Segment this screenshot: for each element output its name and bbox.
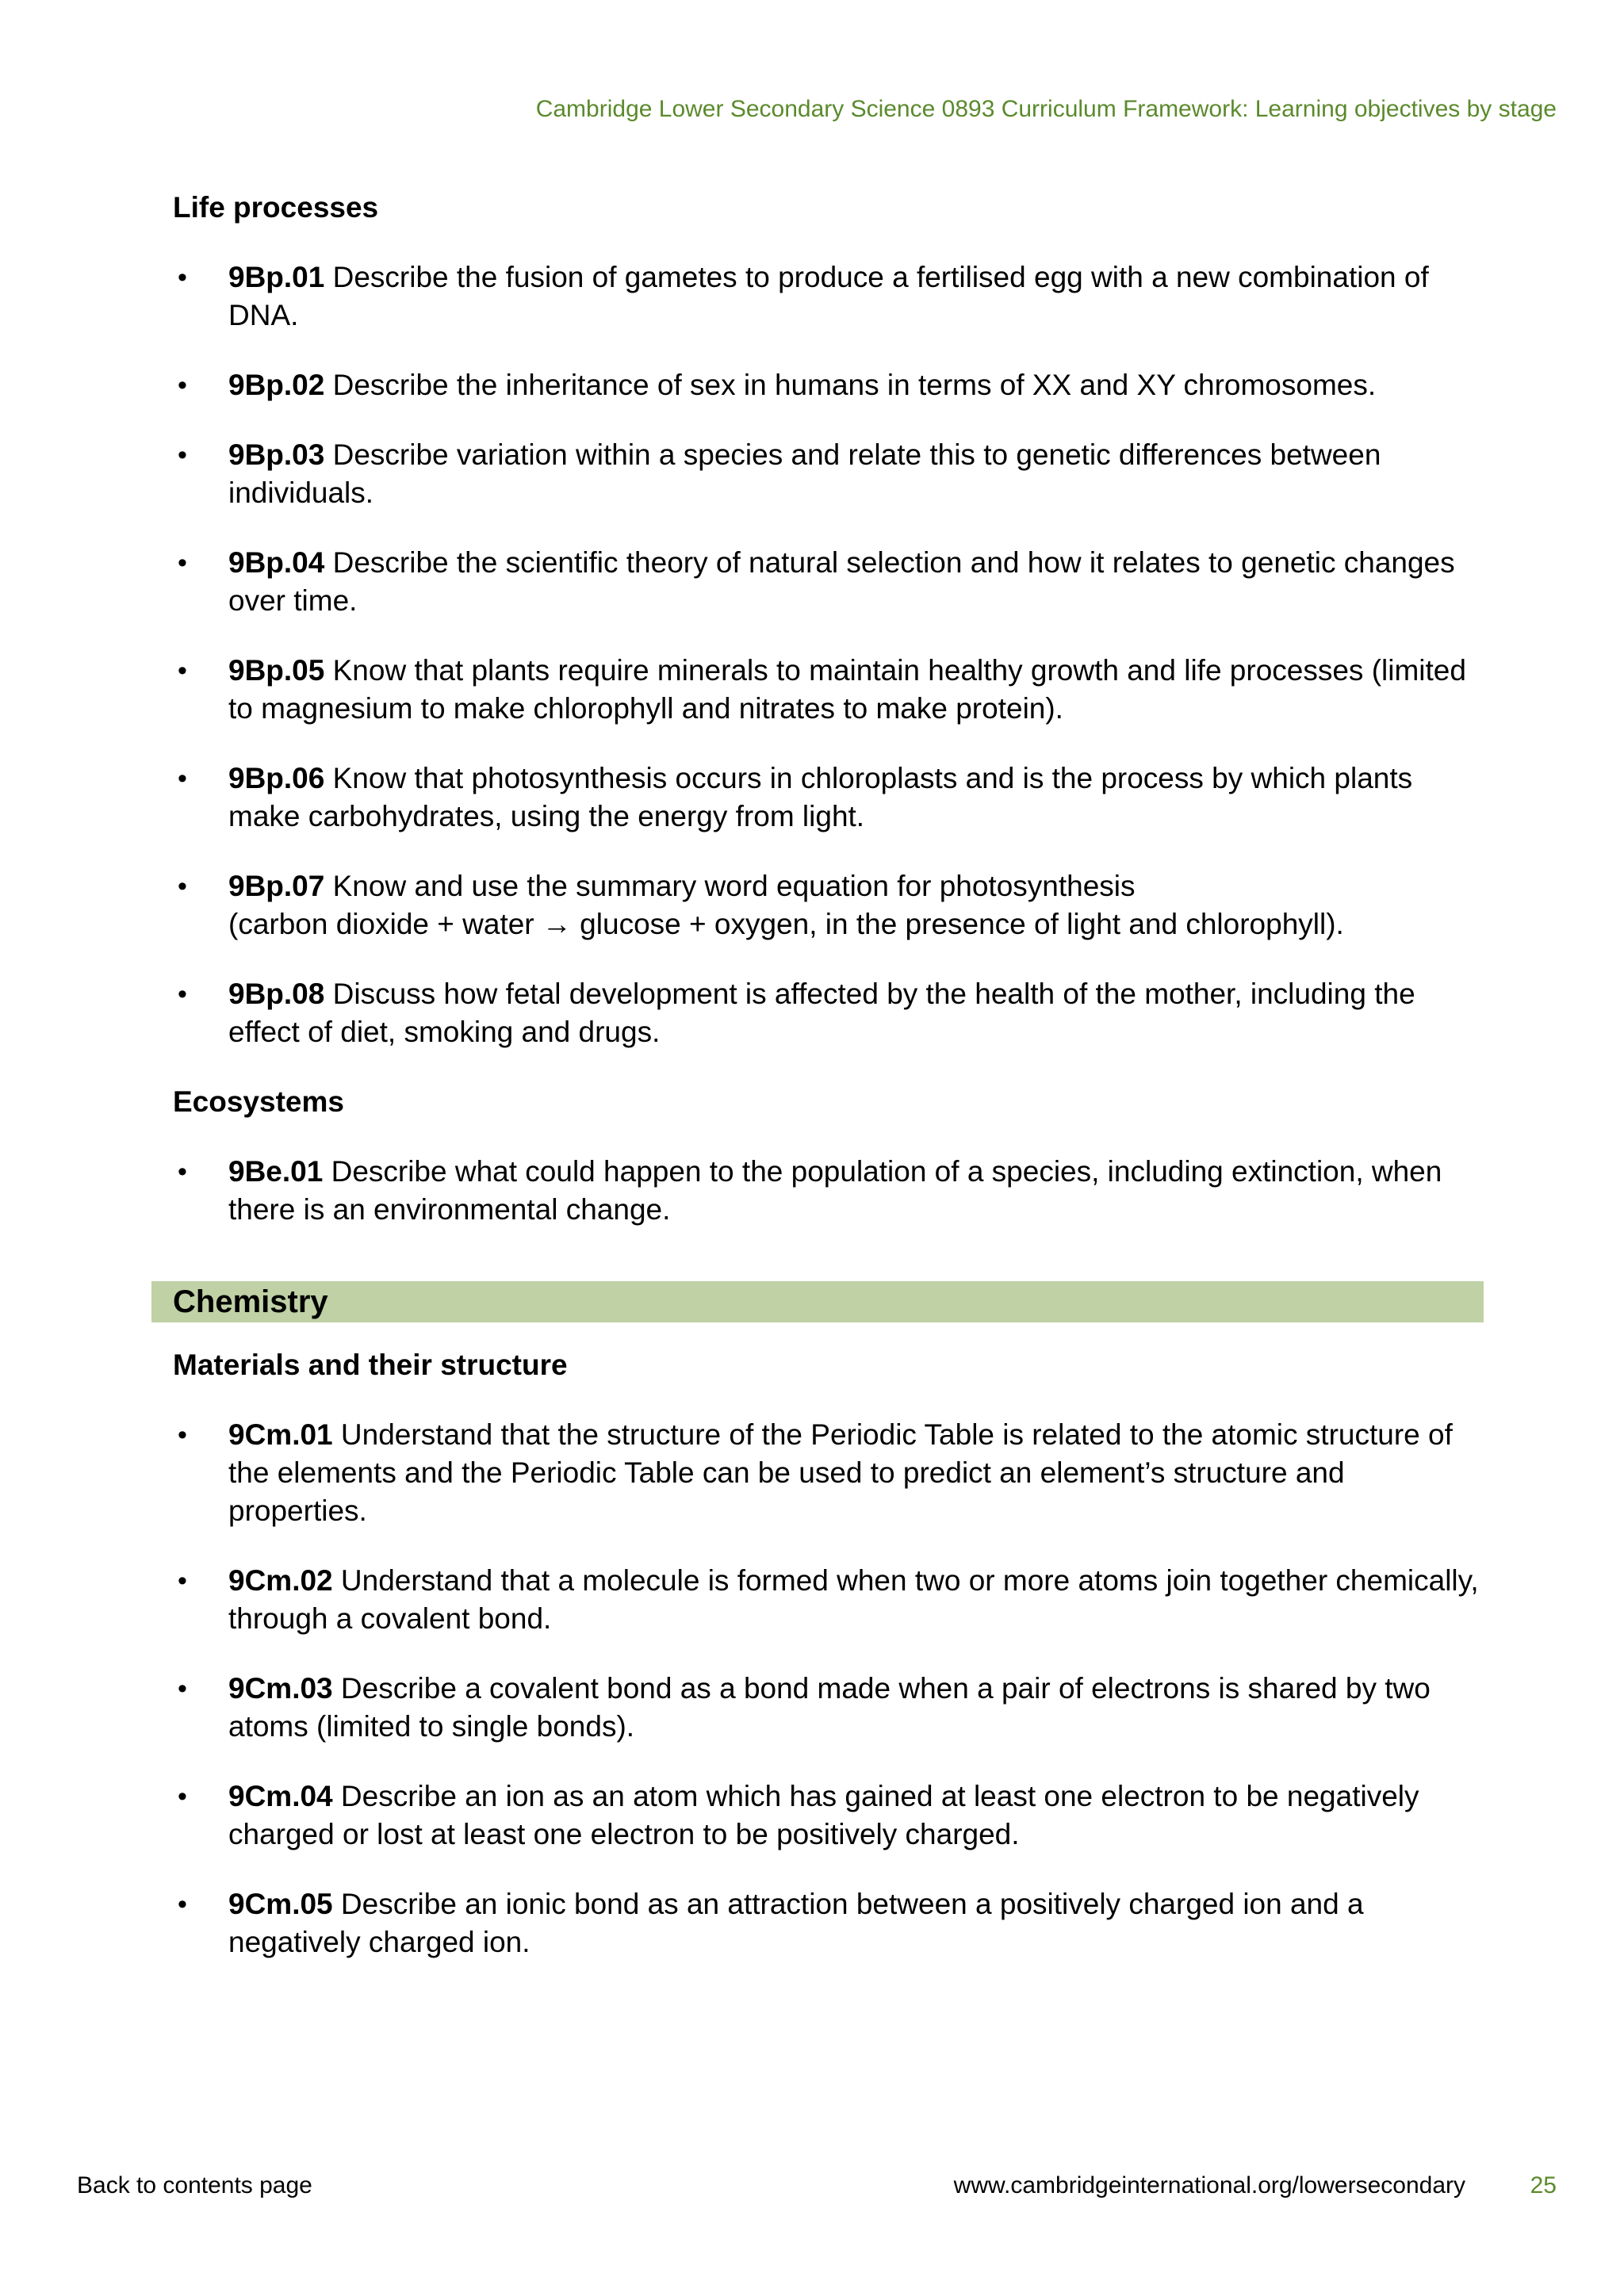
objective-item [173, 975, 1489, 1051]
objective-text: Describe variation within a species and relate this to genetic differences between individuals. [228, 438, 1381, 509]
running-header: Cambridge Lower Secondary Science 0893 Curriculum Framework: Learning objectives by stage [535, 96, 1557, 122]
objective-text: Discuss how fetal development is affected by the health of the mother, including the effect of diet, smoking and drugs. [228, 978, 1415, 1048]
objective-code: 9Bp.02 [228, 369, 325, 401]
objective-text: Describe the scientific theory of natural selection and how it relates to genetic changes over time. [228, 546, 1455, 617]
objective-item [173, 1885, 1489, 1961]
objective-code: 9Bp.03 [228, 438, 325, 471]
objective-code: 9Cm.02 [228, 1564, 333, 1597]
objective-item [173, 1670, 1489, 1746]
objective-item [173, 1416, 1489, 1530]
objective-code: 9Cm.01 [228, 1418, 333, 1451]
objective-code: 9Bp.04 [228, 546, 325, 579]
objective-item [173, 1562, 1489, 1638]
objective-text: Know and use the summary word equation for photosynthesis [324, 870, 1136, 902]
bullet-icon: • [178, 1420, 187, 1450]
objective-item [173, 1777, 1489, 1854]
objective-list-life-processes [173, 258, 1489, 1051]
objective-item [173, 258, 1489, 335]
chemistry-section-band [151, 1281, 1484, 1322]
objective-text: Describe an ion as an atom which has gained at least one electron to be negatively charged or lost at least one electron to be positively charged. [228, 1780, 1419, 1850]
bullet-icon: • [178, 871, 187, 901]
objective-item [173, 1153, 1489, 1229]
bullet-icon: • [178, 1157, 187, 1187]
objective-code: 9Cm.05 [228, 1888, 333, 1920]
objective-text: Describe the fusion of gametes to produce a fertilised egg with a new combination of DNA. [228, 261, 1429, 331]
objective-text: Know that plants require minerals to maintain healthy growth and life processes (limited to magnesium to make chlorophyll and nitrates to make protein). [228, 654, 1466, 725]
objective-text: Describe a covalent bond as a bond made when a pair of electrons is shared by two atoms (limited to single bonds). [228, 1672, 1431, 1743]
objective-text: Describe what could happen to the population of a species, including extinction, when there is an environmental change. [228, 1155, 1442, 1226]
objective-item [173, 760, 1489, 836]
bullet-icon: • [178, 548, 187, 578]
chemistry-band-title: Chemistry [173, 1284, 328, 1319]
objective-item [173, 366, 1489, 404]
back-to-contents-link[interactable]: Back to contents page [77, 2172, 312, 2198]
objective-code: 9Bp.06 [228, 762, 325, 794]
objective-list-materials [173, 1416, 1489, 1961]
objective-list-ecosystems [173, 1153, 1489, 1229]
objective-code: 9Bp.01 [228, 261, 325, 293]
bullet-icon: • [178, 440, 187, 470]
bullet-icon: • [178, 1674, 187, 1704]
objective-text-continuation: (carbon dioxide + water → glucose + oxygen, in the presence of light and chlorophyll). [228, 908, 1344, 940]
objective-code: 9Cm.03 [228, 1672, 333, 1705]
section-heading-life-processes: Life processes [173, 191, 379, 224]
objective-code: 9Cm.04 [228, 1780, 333, 1812]
objective-item [173, 436, 1489, 512]
bullet-icon: • [178, 979, 187, 1009]
objective-text: Understand that the structure of the Periodic Table is related to the atomic structure of the elements and the Periodic Table can be used to predict an element’s structure and properties. [228, 1418, 1453, 1527]
bullet-icon: • [178, 370, 187, 400]
objective-text: Describe the inheritance of sex in humans in terms of XX and XY chromosomes. [324, 369, 1377, 401]
objective-code: 9Bp.07 [228, 870, 325, 902]
page-content [173, 189, 1489, 1993]
objective-text: Know that photosynthesis occurs in chloroplasts and is the process by which plants make carbohydrates, using the energy from light. [228, 762, 1413, 832]
objective-code: 9Be.01 [228, 1155, 324, 1188]
bullet-icon: • [178, 1889, 187, 1919]
objective-text: Describe an ionic bond as an attraction between a positively charged ion and a negatively charged ion. [228, 1888, 1364, 1958]
objective-code: 9Bp.08 [228, 978, 325, 1010]
bullet-icon: • [178, 656, 187, 686]
objective-code: 9Bp.05 [228, 654, 325, 687]
objective-item [173, 652, 1489, 728]
bullet-icon: • [178, 763, 187, 794]
section-heading-materials: Materials and their structure [173, 1349, 568, 1381]
bullet-icon: • [178, 1566, 187, 1596]
bullet-icon: • [178, 262, 187, 293]
page-number: 25 [1530, 2172, 1557, 2198]
objective-item [173, 544, 1489, 620]
website-url: www.cambridgeinternational.org/lowersecondary [953, 2172, 1465, 2198]
objective-item [173, 867, 1489, 943]
section-heading-ecosystems: Ecosystems [173, 1085, 344, 1118]
objective-text: Understand that a molecule is formed when two or more atoms join together chemically, through a covalent bond. [228, 1564, 1479, 1635]
bullet-icon: • [178, 1781, 187, 1812]
